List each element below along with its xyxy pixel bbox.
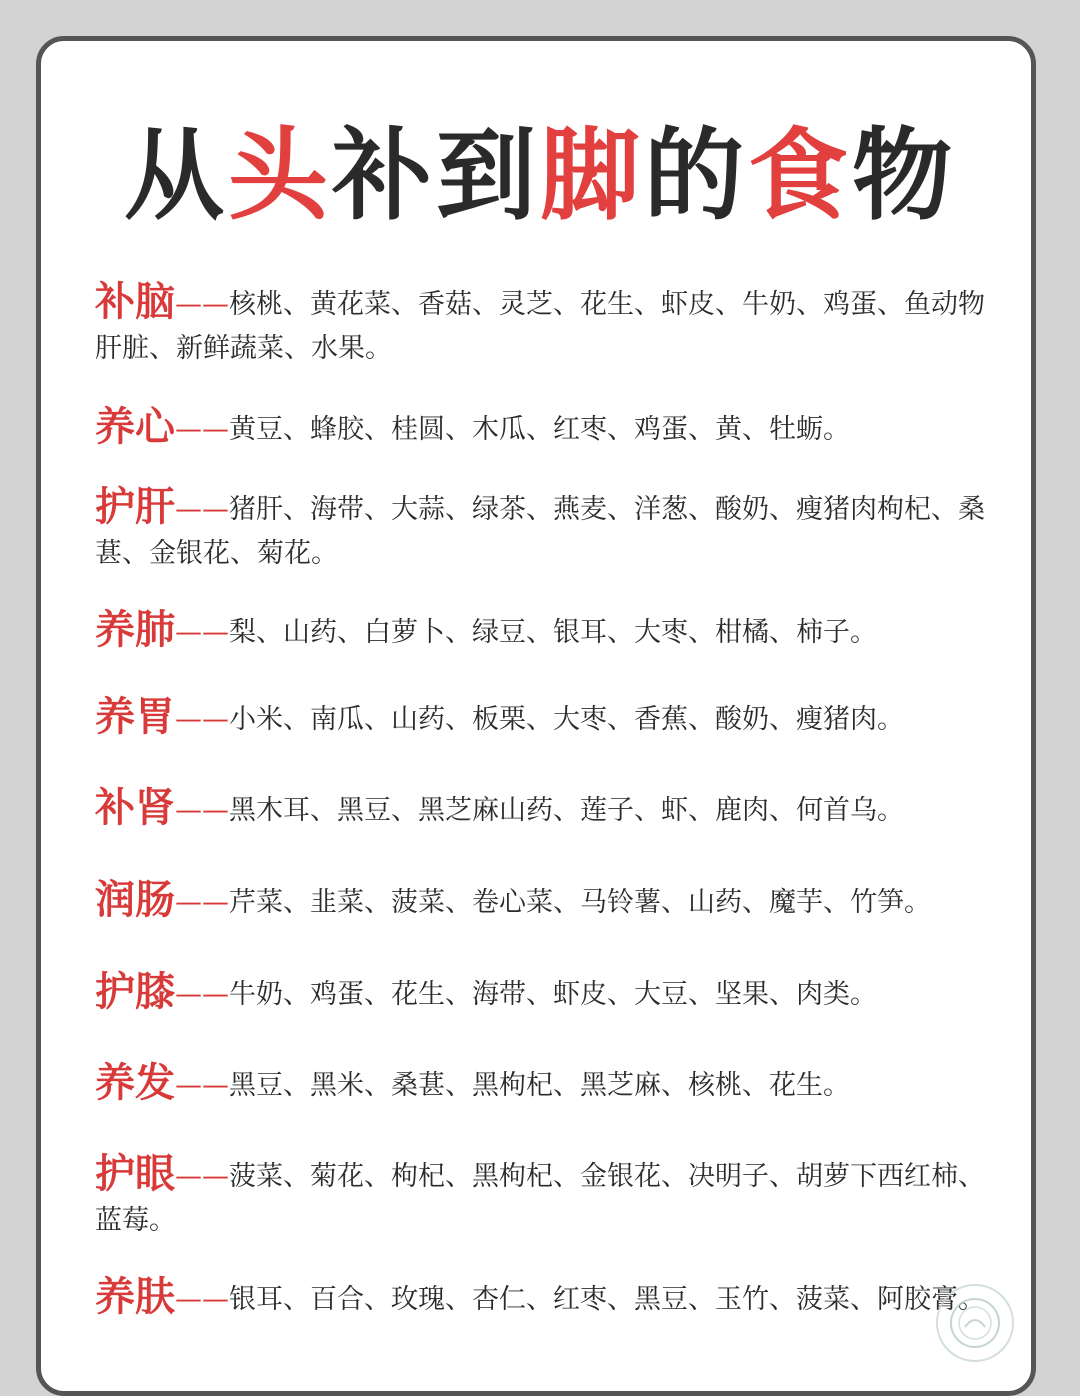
food-entry-brain [95, 280, 1000, 371]
entry-separator: —— [175, 494, 229, 525]
entry-label: 养肺 [95, 607, 175, 653]
food-entry-intestine [95, 878, 1000, 925]
entry-label: 护膝 [95, 969, 175, 1015]
entry-separator: —— [175, 887, 229, 918]
entry-label: 润肠 [95, 877, 175, 923]
entry-label: 补肾 [95, 785, 175, 831]
title-char: 食 [748, 116, 852, 234]
entry-foods: 梨、山药、白萝卜、绿豆、银耳、大枣、柑橘、柿子。 [229, 617, 877, 648]
entry-separator: —— [175, 979, 229, 1010]
title-char: 到 [436, 116, 540, 234]
entry-label: 护眼 [95, 1151, 175, 1197]
watermark-seal-icon [936, 1284, 1014, 1362]
food-entry-hair [95, 1061, 1000, 1108]
entry-foods: 核桃、黄花菜、香菇、灵芝、花生、虾皮、牛奶、鸡蛋、鱼动物肝脏、新鲜蔬菜、水果。 [95, 289, 985, 364]
entry-label: 护肝 [95, 484, 175, 530]
entry-separator: —— [175, 414, 229, 445]
entry-label: 补脑 [95, 279, 175, 325]
entry-foods: 芹菜、韭菜、菠菜、卷心菜、马铃薯、山药、魔芋、竹笋。 [229, 887, 931, 918]
food-entry-stomach [95, 695, 1000, 742]
entry-label: 养胃 [95, 694, 175, 740]
title-char: 从 [124, 116, 228, 234]
entry-separator: —— [175, 289, 229, 320]
entry-separator: —— [175, 795, 229, 826]
food-entry-knee [95, 970, 1000, 1017]
entry-label: 养肤 [95, 1274, 175, 1320]
entry-foods: 黑豆、黑米、桑葚、黑枸杞、黑芝麻、核桃、花生。 [229, 1070, 850, 1101]
title-char: 头 [228, 116, 332, 234]
entry-label: 养发 [95, 1060, 175, 1106]
entry-separator: —— [175, 704, 229, 735]
entry-separator: —— [175, 1284, 229, 1315]
entry-separator: —— [175, 617, 229, 648]
entry-foods: 猪肝、海带、大蒜、绿茶、燕麦、洋葱、酸奶、瘦猪肉枸杞、桑葚、金银花、菊花。 [95, 494, 985, 569]
page-title [0, 115, 1080, 235]
entry-foods: 银耳、百合、玫瑰、杏仁、红枣、黑豆、玉竹、菠菜、阿胶膏。 [229, 1284, 985, 1315]
food-entry-skin [95, 1275, 1000, 1322]
entry-foods: 黄豆、蜂胶、桂圆、木瓜、红枣、鸡蛋、黄、牡蛎。 [229, 414, 850, 445]
title-char: 脚 [540, 116, 644, 234]
entry-separator: —— [175, 1070, 229, 1101]
food-entry-lung [95, 608, 1000, 655]
entry-foods: 小米、南瓜、山药、板栗、大枣、香蕉、酸奶、瘦猪肉。 [229, 704, 904, 735]
entry-separator: —— [175, 1161, 229, 1192]
seal-icon [947, 1295, 1003, 1351]
food-entry-heart [95, 405, 1000, 452]
title-char: 的 [644, 116, 748, 234]
title-char: 补 [332, 116, 436, 234]
entry-foods: 黑木耳、黑豆、黑芝麻山药、莲子、虾、鹿肉、何首乌。 [229, 795, 904, 826]
entry-foods: 菠菜、菊花、枸杞、黑枸杞、金银花、决明子、胡萝下西红柿、蓝莓。 [95, 1161, 985, 1236]
food-entry-liver [95, 485, 1000, 576]
title-char: 物 [852, 116, 956, 234]
entry-label: 养心 [95, 404, 175, 450]
food-entry-eyes [95, 1152, 1000, 1243]
entry-foods: 牛奶、鸡蛋、花生、海带、虾皮、大豆、坚果、肉类。 [229, 979, 877, 1010]
food-entry-kidney [95, 786, 1000, 833]
